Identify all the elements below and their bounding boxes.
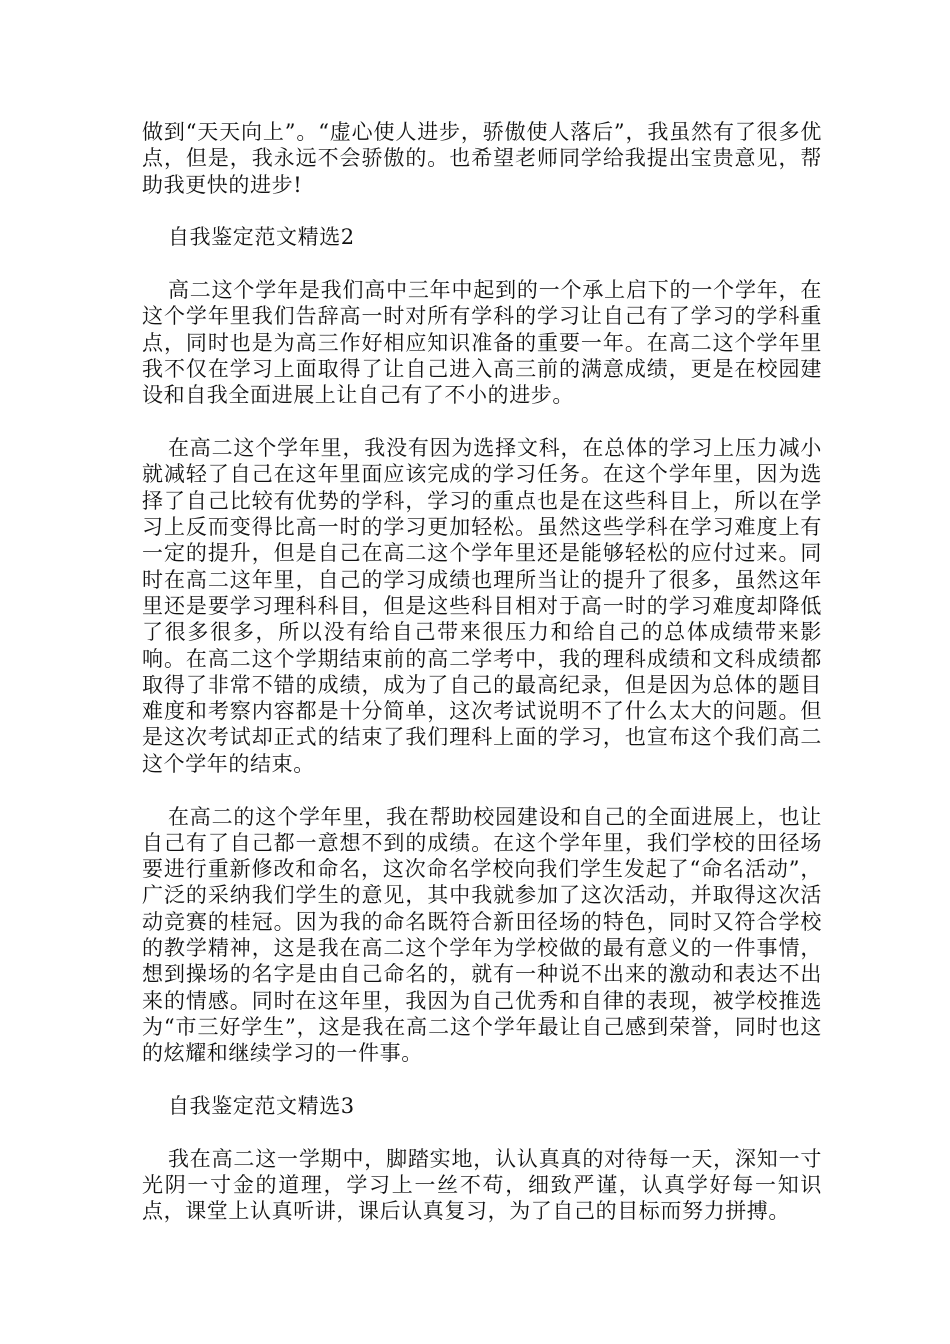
- paragraph-section2-campus: 在高二的这个学年里，我在帮助校园建设和自己的全面进展上，也让自己有了自己都一意想不到的成绩。在这个学年里，我们学校的田径场要进行重新修改和命名，这次命名学校向我们学生发起了“命名活动”，广泛的采纳我们学生的意见，其中我就参加了这次活动，并取得这次活动竞赛的桂冠。因为我的命名既符合新田径场的特色，同时又符合学校的教学精神，这是我在高二这个学年为学校做的最有意义的一件事情，想到操场的名字是由自己命名的，就有一种说不出来的激动和表达不出来的情感。同时在这年里，我因为自己优秀和自律的表现，被学校推选为“市三好学生”，这是我在高二这个学年最让自己感到荣誉，同时也这的炫耀和继续学习的一件事。: [142, 804, 822, 1066]
- paragraph-section3-intro: 我在高二这一学期中，脚踏实地，认认真真的对待每一天，深知一寸光阴一寸金的道理，学习上一丝不苟，细致严谨，认真学好每一知识点，课堂上认真听讲，课后认真复习，为了自己的目标而努力拼搏。: [142, 1146, 822, 1224]
- document-body: [142, 119, 822, 1225]
- section-heading-3: 自我鉴定范文精选3: [168, 1094, 355, 1118]
- paragraph-opening-continuation: 做到“天天向上”。“虚心使人进步，骄傲使人落后”，我虽然有了很多优点，但是，我永远不会骄傲的。也希望老师同学给我提出宝贵意见，帮助我更快的进步!: [142, 120, 822, 197]
- section-heading-2: 自我鉴定范文精选2: [168, 225, 355, 250]
- paragraph-section2-study: 在高二这个学年里，我没有因为选择文科，在总体的学习上压力减小就减轻了自己在这年里面应该完成的学习任务。在这个学年里，因为选择了自己比较有优势的学科，学习的重点也是在这些科目上，所以在学习上反而变得比高一时的学习更加轻松。虽然这些学科在学习难度上有一定的提升，但是自己在高二这个学年里还是能够轻松的应付过来。同时在高二这年里，自己的学习成绩也理所当让的提升了很多，虽然这年里还是要学习理科科目，但是这些科目相对于高一时的学习难度却降低了很多很多，所以没有给自己带来很压力和给自己的总体成绩带来影响。在高二这个学期结束前的高二学考中，我的理科成绩和文科成绩都取得了非常不错的成绩，成为了自己的最高纪录，但是因为总体的题目难度和考察内容都是十分简单，这次考试说明不了什么太大的问题。但是这次考试却正式的结束了我们理科上面的学习，也宣布这个我们高二这个学年的结束。: [142, 436, 822, 776]
- paragraph-section2-intro: 高二这个学年是我们高中三年中起到的一个承上启下的一个学年，在这个学年里我们告辞高一时对所有学科的学习让自己有了学习的学科重点，同时也是为高三作好相应知识准备的重要一年。在高二这个学年里我不仅在学习上面取得了让自己进入高三前的满意成绩，更是在校园建设和自我全面进展上让自己有了不小的进步。: [142, 278, 822, 408]
